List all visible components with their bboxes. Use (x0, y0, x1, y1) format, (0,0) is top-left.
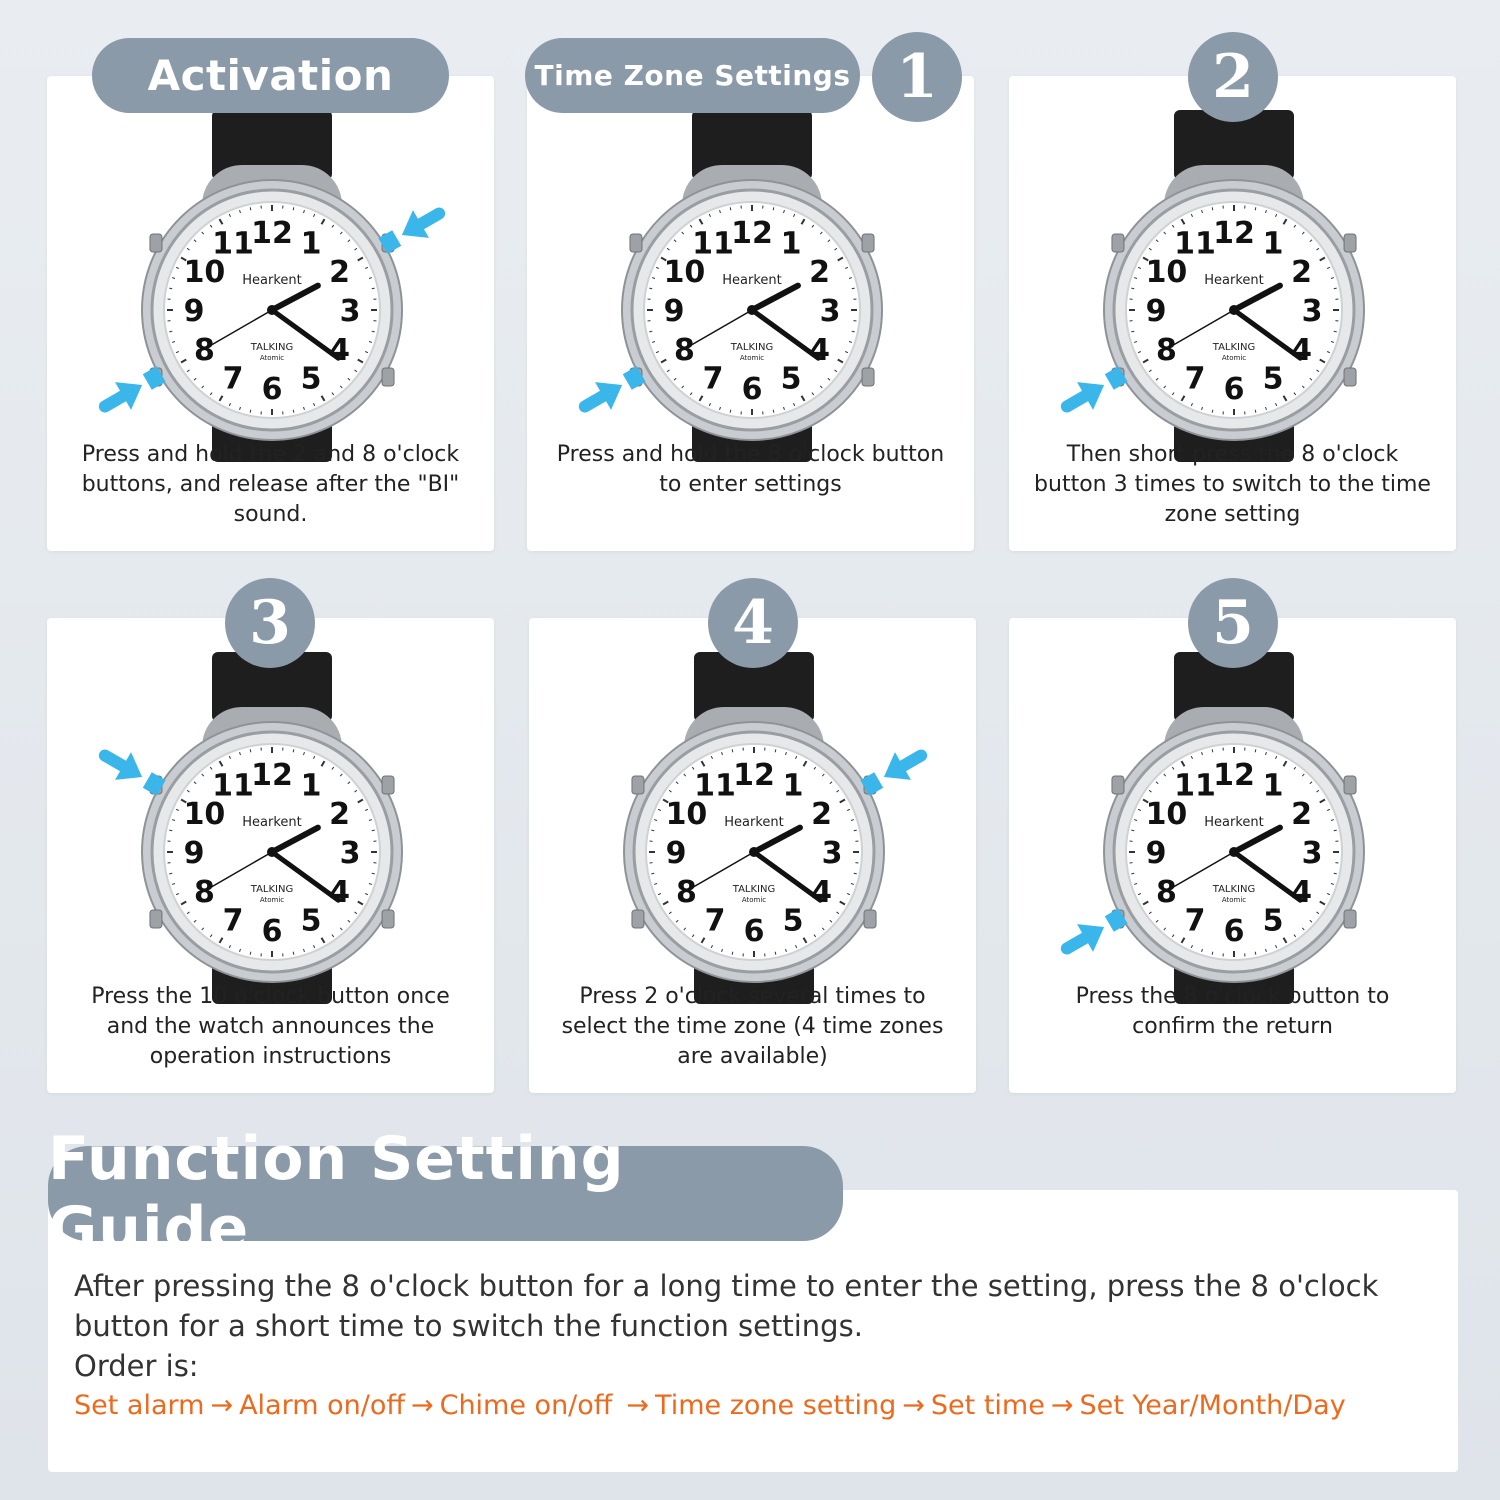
press-arrow-icon (1067, 908, 1128, 952)
hour-numeral: 10 (665, 797, 708, 832)
center-pin (267, 305, 277, 315)
hour-numeral: 10 (663, 255, 706, 290)
hour-numeral: 5 (1262, 903, 1284, 939)
hour-numeral: 1 (300, 226, 322, 262)
order-label: Order is: (74, 1349, 199, 1383)
minute-tick (651, 830, 654, 831)
hour-numeral: 9 (1145, 294, 1167, 329)
press-arrow-icon (105, 752, 166, 796)
hour-numeral: 4 (811, 875, 832, 910)
minute-tick (293, 749, 294, 752)
atomic-label: Atomic (1221, 896, 1247, 904)
minute-tick (1255, 952, 1256, 955)
talking-label: TALKING (732, 884, 776, 895)
minute-tick (293, 410, 294, 413)
step-instruction: Then short press the 8 o'clock button 3 times to switch to the time zone setting (1034, 442, 1431, 527)
minute-tick (649, 331, 652, 332)
function-guide-title: Function Setting Guide (48, 1146, 843, 1241)
minute-tick (773, 207, 774, 210)
minute-tick (372, 873, 375, 874)
watch-svg (47, 110, 494, 462)
minute-tick (1212, 749, 1213, 752)
minute-tick (1255, 410, 1256, 413)
minute-tick (730, 207, 731, 210)
hour-numeral: 8 (194, 875, 215, 910)
watch-svg (1009, 110, 1456, 462)
order-item: Set Year/Month/Day (1079, 1390, 1346, 1421)
side-button (150, 910, 162, 928)
step-card-activation (47, 76, 494, 551)
side-button (1112, 234, 1124, 252)
hour-numeral: 7 (1184, 903, 1206, 939)
minute-tick (372, 830, 375, 831)
talking-label: TALKING (1212, 884, 1256, 895)
side-button (862, 234, 874, 252)
watch-svg (1009, 652, 1456, 1004)
minute-tick (293, 207, 294, 210)
hour-numeral: 2 (809, 255, 830, 290)
minute-tick (852, 288, 855, 289)
minute-tick (169, 873, 172, 874)
side-button (862, 368, 874, 386)
hour-numeral: 7 (702, 361, 724, 397)
hour-numeral: 6 (261, 372, 283, 407)
order-item: Set alarm (74, 1390, 205, 1421)
step-number-badge: 1 (872, 32, 962, 122)
hour-numeral: 8 (194, 333, 215, 368)
minute-tick (1334, 331, 1337, 332)
side-button (1344, 368, 1356, 386)
hour-numeral: 5 (782, 903, 804, 939)
hour-numeral: 3 (1301, 836, 1323, 871)
side-button (630, 234, 642, 252)
hour-numeral: 9 (665, 836, 687, 871)
right-arrow-icon: → (1050, 1390, 1074, 1421)
hour-numeral: 11 (212, 768, 254, 804)
minute-tick (775, 952, 776, 955)
atomic-label: Atomic (1221, 354, 1247, 362)
hour-numeral: 6 (1223, 372, 1245, 407)
hour-numeral: 2 (811, 797, 832, 832)
side-button (382, 776, 394, 794)
hour-numeral: 12 (731, 216, 773, 251)
step-card-4 (529, 618, 976, 1093)
hour-numeral: 2 (1291, 797, 1312, 832)
minute-tick (372, 331, 375, 332)
side-button (632, 776, 644, 794)
minute-tick (250, 410, 251, 413)
step-number-badge: 5 (1188, 578, 1278, 668)
brand-label: Hearkent (724, 815, 784, 830)
side-button (150, 234, 162, 252)
hour-numeral: 3 (819, 294, 841, 329)
minute-tick (293, 952, 294, 955)
atomic-label: Atomic (739, 354, 765, 362)
hour-numeral: 7 (222, 903, 244, 939)
brand-label: Hearkent (242, 815, 302, 830)
minute-tick (732, 952, 733, 955)
minute-tick (1212, 207, 1213, 210)
hour-numeral: 2 (329, 797, 350, 832)
press-arrow-icon (105, 366, 166, 410)
hour-numeral: 10 (183, 797, 226, 832)
hour-numeral: 4 (329, 333, 350, 368)
side-button (864, 910, 876, 928)
minute-tick (1131, 331, 1134, 332)
hour-numeral: 12 (251, 758, 293, 793)
step-instruction: Press the 8 o'clock button to confirm the return (1075, 984, 1390, 1039)
hour-numeral: 3 (821, 836, 843, 871)
side-button (382, 368, 394, 386)
hour-numeral: 9 (1145, 836, 1167, 871)
watch-image (47, 110, 494, 462)
minute-tick (169, 830, 172, 831)
minute-tick (852, 331, 855, 332)
activation-badge: Activation (92, 38, 449, 113)
minute-tick (250, 207, 251, 210)
order-item: Alarm on/off (239, 1390, 405, 1421)
step-instruction: Press and hold the 8 o'clock button to enter settings (556, 442, 945, 497)
minute-tick (1255, 749, 1256, 752)
minute-tick (854, 873, 857, 874)
step-instruction: Press the 10 o'clock button once and the watch announces the operation instructions (91, 984, 450, 1069)
watch-image (527, 110, 974, 462)
hour-numeral: 5 (300, 903, 322, 939)
press-arrow-icon (585, 366, 646, 410)
center-pin (1229, 305, 1239, 315)
watch-image (47, 652, 494, 1004)
step-card-2 (1009, 76, 1456, 551)
minute-tick (250, 952, 251, 955)
hour-numeral: 6 (261, 914, 283, 949)
hour-numeral: 8 (1156, 333, 1177, 368)
hour-numeral: 12 (1213, 758, 1255, 793)
press-arrow-icon (378, 210, 439, 254)
hour-numeral: 12 (733, 758, 775, 793)
minute-tick (773, 410, 774, 413)
side-button (1344, 234, 1356, 252)
hour-numeral: 2 (1291, 255, 1312, 290)
right-arrow-icon: → (626, 1390, 650, 1421)
hour-numeral: 10 (1145, 797, 1188, 832)
talking-label: TALKING (250, 884, 294, 895)
guide-description (74, 1266, 1444, 1386)
hour-numeral: 10 (1145, 255, 1188, 290)
atomic-label: Atomic (259, 354, 285, 362)
hour-numeral: 11 (1174, 768, 1216, 804)
hour-numeral: 4 (329, 875, 350, 910)
watch-svg (47, 652, 494, 1004)
hour-numeral: 9 (663, 294, 685, 329)
hour-numeral: 2 (329, 255, 350, 290)
side-button (382, 910, 394, 928)
talking-label: TALKING (1212, 342, 1256, 353)
center-pin (1229, 847, 1239, 857)
hour-numeral: 7 (1184, 361, 1206, 397)
guide-paragraph: After pressing the 8 o'clock button for a long time to enter the setting, press the 8 o'clock button for a short time to switch the function settings. (74, 1269, 1379, 1343)
hour-numeral: 5 (300, 361, 322, 397)
minute-tick (1334, 873, 1337, 874)
brand-label: Hearkent (1204, 815, 1264, 830)
right-arrow-icon: → (410, 1390, 434, 1421)
atomic-label: Atomic (259, 896, 285, 904)
talking-label: TALKING (730, 342, 774, 353)
minute-tick (169, 288, 172, 289)
minute-tick (649, 288, 652, 289)
step-number-badge: 3 (225, 578, 315, 668)
center-pin (749, 847, 759, 857)
minute-tick (1131, 873, 1134, 874)
hour-numeral: 10 (183, 255, 226, 290)
talking-label: TALKING (250, 342, 294, 353)
brand-label: Hearkent (242, 273, 302, 288)
center-pin (267, 847, 277, 857)
hour-numeral: 5 (780, 361, 802, 397)
step-card-5 (1009, 618, 1456, 1093)
right-arrow-icon: → (902, 1390, 925, 1421)
watch-image (529, 652, 976, 1004)
hour-numeral: 4 (1291, 875, 1312, 910)
step-instruction: Press and hold the 2 and 8 o'clock buttons, and release after the "BI" sound. (81, 442, 460, 527)
hour-numeral: 8 (674, 333, 695, 368)
hour-numeral: 12 (251, 216, 293, 251)
minute-tick (775, 749, 776, 752)
step-instruction: Press 2 o'clock several times to select the time zone (4 time zones are available) (561, 984, 944, 1069)
hour-numeral: 6 (743, 914, 765, 949)
side-button (1344, 776, 1356, 794)
watch-svg (527, 110, 974, 462)
minute-tick (1255, 207, 1256, 210)
hour-numeral: 1 (1262, 226, 1284, 262)
hour-numeral: 7 (704, 903, 726, 939)
minute-tick (1212, 410, 1213, 413)
minute-tick (732, 749, 733, 752)
hour-numeral: 1 (780, 226, 802, 262)
minute-tick (651, 873, 654, 874)
hour-numeral: 5 (1262, 361, 1284, 397)
step-number-badge: 4 (708, 578, 798, 668)
step-card-3 (47, 618, 494, 1093)
hour-numeral: 7 (222, 361, 244, 397)
right-arrow-icon: → (210, 1390, 234, 1421)
hour-numeral: 8 (1156, 875, 1177, 910)
brand-label: Hearkent (722, 273, 782, 288)
minute-tick (1212, 952, 1213, 955)
watch-image (1009, 110, 1456, 462)
minute-tick (1131, 830, 1134, 831)
hour-numeral: 1 (300, 768, 322, 804)
step-card-1 (527, 76, 974, 551)
hour-numeral: 6 (741, 372, 763, 407)
time-zone-settings-badge: Time Zone Settings (525, 38, 860, 113)
minute-tick (1334, 830, 1337, 831)
hour-numeral: 12 (1213, 216, 1255, 251)
step-number-badge: 2 (1188, 32, 1278, 122)
hour-numeral: 6 (1223, 914, 1245, 949)
hour-numeral: 9 (183, 836, 205, 871)
hour-numeral: 9 (183, 294, 205, 329)
side-button (1344, 910, 1356, 928)
hour-numeral: 11 (212, 226, 254, 262)
order-item: Time zone setting (655, 1390, 897, 1421)
watch-image (1009, 652, 1456, 1004)
hour-numeral: 3 (339, 294, 361, 329)
side-button (632, 910, 644, 928)
hour-numeral: 3 (1301, 294, 1323, 329)
hour-numeral: 1 (782, 768, 804, 804)
brand-label: Hearkent (1204, 273, 1264, 288)
hour-numeral: 8 (676, 875, 697, 910)
minute-tick (854, 830, 857, 831)
minute-tick (730, 410, 731, 413)
function-order-list (74, 1386, 1464, 1426)
order-item: Set time (930, 1390, 1045, 1421)
minute-tick (169, 331, 172, 332)
minute-tick (372, 288, 375, 289)
order-item: Chime on/off (439, 1390, 613, 1421)
press-arrow-icon (860, 752, 921, 796)
atomic-label: Atomic (741, 896, 767, 904)
press-arrow-icon (1067, 366, 1128, 410)
hour-numeral: 11 (1174, 226, 1216, 262)
watch-svg (529, 652, 976, 1004)
hour-numeral: 4 (1291, 333, 1312, 368)
side-button (1112, 776, 1124, 794)
minute-tick (1334, 288, 1337, 289)
hour-numeral: 3 (339, 836, 361, 871)
hour-numeral: 11 (692, 226, 734, 262)
center-pin (747, 305, 757, 315)
hour-numeral: 11 (694, 768, 736, 804)
minute-tick (1131, 288, 1134, 289)
minute-tick (250, 749, 251, 752)
hour-numeral: 1 (1262, 768, 1284, 804)
hour-numeral: 4 (809, 333, 830, 368)
